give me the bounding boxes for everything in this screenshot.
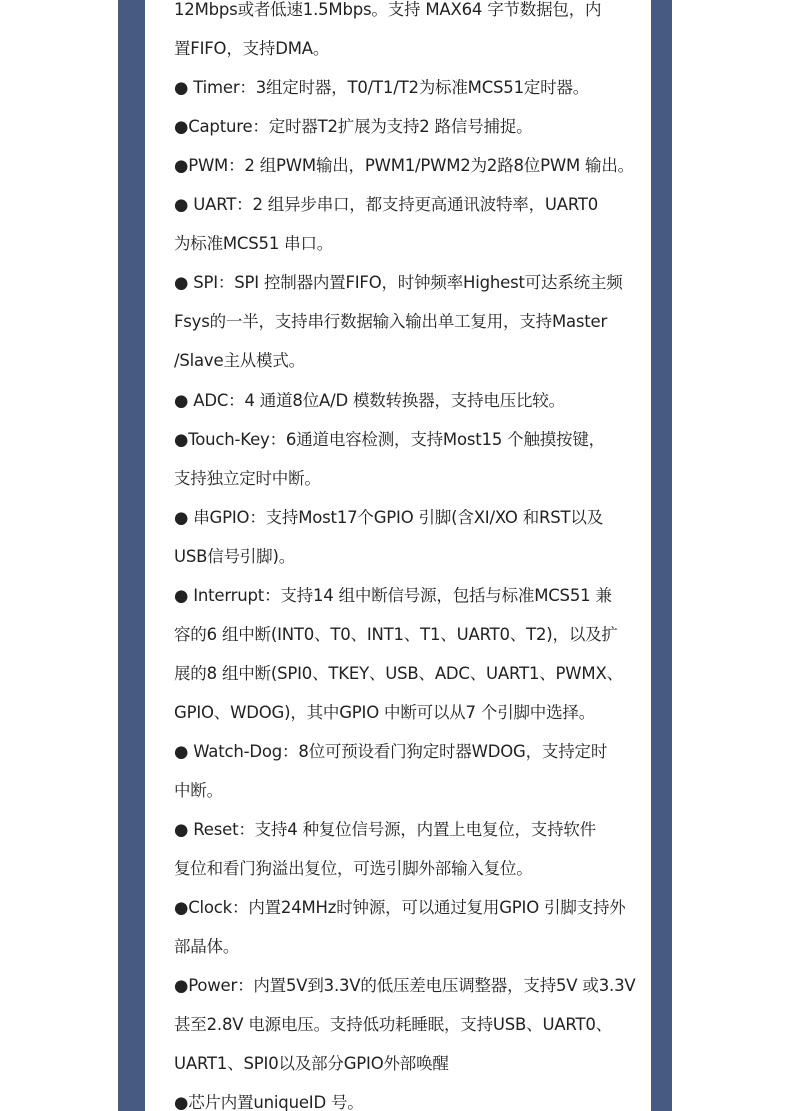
text-line: 12Mbps或者低速1.5Mbps。支持 MAX64 字节数据包，内	[174, 0, 602, 19]
feature-timer: ● Timer：3组定时器，T0/T1/T2为标准MCS51定时器。	[174, 78, 590, 97]
text-line: 复位和看门狗溢出复位，可选引脚外部输入复位。	[174, 859, 533, 878]
feature-interrupt: ● Interrupt：支持14 组中断信号源，包括与标准MCS51 兼	[174, 586, 612, 605]
feature-clock: ●Clock：内置24MHz时钟源，可以通过复用GPIO 引脚支持外	[174, 898, 626, 917]
feature-unique-id: ●芯片内置uniqueID 号。	[174, 1093, 364, 1111]
feature-uart: ● UART：2 组异步串口，都支持更高通讯波特率，UART0	[174, 195, 599, 214]
text-line: 部晶体。	[174, 937, 240, 956]
feature-touch-key: ●Touch-Key：6通道电容检测，支持Most15 个触摸按键，	[174, 430, 605, 449]
text-line: 容的6 组中断(INT0、T0、INT1、T1、UART0、T2)，以及扩	[174, 625, 618, 644]
text-line: USB信号引脚)。	[174, 547, 296, 566]
feature-watch-dog: ● Watch-Dog：8位可预设看门狗定时器WDOG，支持定时	[174, 742, 608, 761]
feature-capture: ●Capture：定时器T2扩展为支持2 路信号捕捉。	[174, 117, 533, 136]
text-line: 展的8 组中断(SPI0、TKEY、USB、ADC、UART1、PWMX、	[174, 664, 623, 683]
text-line: 中断。	[174, 781, 223, 800]
feature-adc: ● ADC：4 通道8位A/D 模数转换器，支持电压比较。	[174, 391, 565, 410]
text-line: GPIO、WDOG)，其中GPIO 中断可以从7 个引脚中选择。	[174, 703, 595, 722]
text-line: 为标准MCS51 串口。	[174, 234, 334, 253]
right-frame-border	[651, 67, 672, 1111]
text-line: 置FIFO，支持DMA。	[174, 39, 330, 58]
feature-pwm: ●PWM：2 组PWM输出，PWM1/PWM2为2路8位PWM 输出。	[174, 156, 634, 175]
text-line: Fsys的一半，支持串行数据输入输出单工复用，支持Master	[174, 312, 608, 331]
right-frame-border-top	[651, 0, 672, 67]
text-line: /Slave主从模式。	[174, 351, 305, 370]
feature-power: ●Power：内置5V到3.3V的低压差电压调整器，支持5V 或3.3V	[174, 976, 636, 995]
feature-spi: ● SPI：SPI 控制器内置FIFO，时钟频率Highest可达系统主频	[174, 273, 623, 292]
feature-gpio: ● 串GPIO：支持Most17个GPIO 引脚(含XI/XO 和RST以及	[174, 508, 604, 527]
text-line: UART1、SPI0以及部分GPIO外部唤醒	[174, 1054, 449, 1073]
feature-reset: ● Reset：支持4 种复位信号源，内置上电复位，支持软件	[174, 820, 596, 839]
text-line: 甚至2.8V 电源电压。支持低功耗睡眠，支持USB、UART0、	[174, 1015, 612, 1034]
left-frame-border	[118, 0, 145, 1111]
spec-text-panel	[145, 0, 651, 1111]
text-line: 支持独立定时中断。	[174, 469, 321, 488]
